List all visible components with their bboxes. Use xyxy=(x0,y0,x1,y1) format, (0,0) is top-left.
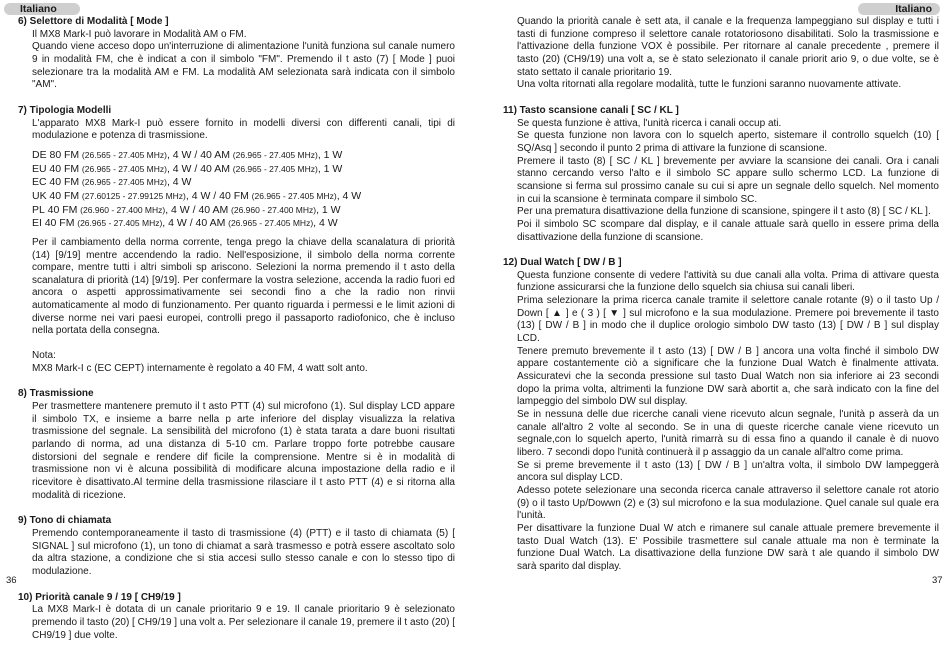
paragraph: Per disattivare la funzione Dual W atch e rimanere sul canale attuale premere brevemente il tasto Dual Watch (13). E' Possibile trasmettere sul canale attuale ma non è terminate la funzione Dual Watch. La disattivazione della funzione DW sarà t ale quando il simbolo DW sarà sparito dal display. xyxy=(517,522,939,572)
note-label: Nota: xyxy=(32,350,56,362)
paragraph: Premendo contemporaneamente il tasto di trasmissione (4) (PTT) e il tasto di chiamata (5) [ SIGNAL ] sul microfono (1), un tono di chiamat a sarà trasmesso e potrà essere ascoltato solo da altra stazione, a condizione che si stia accesi sullo stesso canale e con lo stesso tipo di modulazione. xyxy=(32,527,455,577)
paragraph: Quando viene acceso dopo un'interruzione di alimentazione l'unità funziona sul canale numero 9 in modalità FM, che è indicat a con il simbolo "FM". Premendo il t asto (7) [ Mode ] puoi selezionare tra la modalità AM e FM. La modalità AM selezionata sarà indicata con il simbolo "AM". xyxy=(32,41,455,91)
model-mode: 40 FM xyxy=(49,176,80,189)
section-body xyxy=(18,604,455,642)
page-number-right: 37 xyxy=(932,575,943,586)
left-column xyxy=(18,16,455,655)
paragraph: Per una prematura disattivazione della funzione di scansione, spingere il t asto (8) [ SC / KL ]. xyxy=(517,206,931,218)
section xyxy=(18,515,455,578)
section xyxy=(18,388,455,502)
paragraph: Una volta ritornati alla regolare modalità, tutte le funzioni saranno nuovamente attivate. xyxy=(517,79,902,91)
paragraph: Adesso potete selezionare una seconda ricerca canale attraverso il selettore canale rot atorio (9) o il tasto Up/Dowwn (2) e (3) sul microfono e la sua modulazione. Quel canale sul quale era l'unità. xyxy=(517,484,939,522)
section-body xyxy=(18,118,455,376)
model-spec: , 4 W / 40 AM xyxy=(165,203,229,216)
model-frequency: (27.60125 - 27.99125 MHz) xyxy=(81,190,186,201)
paragraph: Per trasmettere mantenere premuto il t asto PTT (4) sul microfono (1). Sul display LCD appare il simbolo TX, e insieme a barre nella p arte inferiore del display visualizza la relativa trasmissione del segnale. La sensibilità del microfono (1) è stata tarata a dare buoni risultati parlando di norma, ad una distanza di 5-10 cm. Parlare troppo forte potrebbe causare distorsioni del segnale e rendere dif ficile la comprensione. Mentre si è in modalità di trasmissione non vi è alcuna possibilità di modificare alcuna impostazione della radio e il ricevitore è disattivato.Al termine della trasmissione rilasciare il t asto PTT (4) e si ritorna alla modalità di ricezione. xyxy=(32,401,455,501)
model-spec: , 4 W / 40 AM xyxy=(166,162,230,175)
section-body xyxy=(503,270,939,574)
section-body xyxy=(18,29,455,92)
intro-body xyxy=(503,16,939,92)
model-code: DE 80 xyxy=(32,148,62,161)
left-page xyxy=(0,0,475,641)
model-row xyxy=(32,204,455,218)
model-spec: , 4 W / 40 AM xyxy=(166,148,230,161)
model-mode: 40 FM xyxy=(44,217,75,230)
model-spec: , 4 W xyxy=(336,189,362,202)
paragraph: Per il cambiamento della norma corrente, tenga prego la chiave della scanalatura di priorità (14) [9/19] mentre accendendo la radio. Nell'esposizione, il simbolo della norma corrente compare, mentre tutti i altri simboli sp ariscono. Selezioni la norma premendo il t asto della scanalatura di priorità (14) [9/19]. Per confermare la vostra selezione, accenda la radio fuori ed ancora o aspetti approssimativamente sei secondi fino a che la radio non rinvii automaticamente al modo di funzionamento. Per quanto riguarda i permessi e le limit azioni di diverse norme nei vari paesi europei, controlli prego il passaporto radiofonico, che è incluso nella portata della consegna. xyxy=(32,236,455,337)
paragraph: Se si preme brevemente il t asto (13) [ DW / B ] un'altra volta, il simbolo DW lampeggerà ancora sul display LCD. xyxy=(517,459,939,484)
model-frequency: (26.565 - 27.405 MHz) xyxy=(81,149,167,160)
model-code: UK xyxy=(32,189,47,202)
language-tab-right: Italiano xyxy=(858,3,940,15)
model-frequency: (26.965 - 27.405 MHz) xyxy=(81,163,167,174)
model-spec: , 1 W xyxy=(316,203,341,216)
model-row xyxy=(32,217,455,231)
right-column xyxy=(503,16,939,587)
paragraph: Se questa funzione non lavora con lo squelch aperto, sistemare il controllo squelch (10) [ SQ/Asq ] secondo il punto 2 prima di attivare la funzione di scansione. xyxy=(517,130,939,154)
model-frequency: (26.960 - 27.400 MHz) xyxy=(231,204,317,215)
model-spec: , 1 W xyxy=(317,162,343,175)
section-title: 11) Tasto scansione canali [ SC / KL ] xyxy=(503,104,679,116)
paragraph: Poi il simbolo SC scompare dal display, e il canale attuale sarà quello in essere prima della disattivazione della funzione di scansione. xyxy=(517,218,939,243)
model-frequency: (26.965 - 27.405 MHz) xyxy=(232,163,318,174)
section xyxy=(503,105,939,244)
model-frequency: (26.965 - 27.405 MHz) xyxy=(77,218,163,229)
model-spec: , 4 W xyxy=(313,217,338,230)
model-mode: 40 FM xyxy=(47,203,78,216)
model-spec: , 4 W / 40 AM xyxy=(162,217,226,230)
note-text: MX8 Mark-I c (EC CEPT) internamente è regolato a 40 FM, 4 watt solt anto. xyxy=(32,362,368,374)
paragraph: Premere il tasto (8) [ SC / KL ] brevemente per avviare la scansione dei canali. Ora i canali stanno cercando verso l'alto e il simbolo SC appare sullo schermo LCD. La funzione di scansione si ferma sul prossimo canale su cui si apre un segnale dello squelch. Nel momento in cui la scansione è terminata compare il simbolo SC. xyxy=(517,155,939,205)
section-body xyxy=(503,118,939,245)
model-mode: FM xyxy=(63,148,80,161)
language-tab-left: Italiano xyxy=(4,3,80,15)
paragraph: Quando la priorità canale è sett ata, il canale e la frequenza lampeggiano sul display e tutti i tasti di funzione compreso il selettore canale rotatoriosono disabilitati. Solo la trasmissione e l'attivazione della funzione VOX è possibile. Per ritornare al canale precedente , premere il tasto (20) (CH9/19) una volt a, se è stato selezionato il canale priorit ario 9, o due volte, se è stato settato il canale prioritario 19. xyxy=(517,16,939,78)
model-spec: , 4 W / 40 FM xyxy=(185,189,249,202)
paragraph: La MX8 Mark-I è dotata di un canale prioritario 9 e 19. Il canale prioritario 9 è selezionato premendo il tasto (20) [ CH9/19 ] una volt a. Per selezionare il canale 19, premere il t asto (20) [ CH9/19 ] due volte. xyxy=(32,604,455,641)
page-number-left: 36 xyxy=(6,575,17,586)
section xyxy=(503,257,939,573)
right-page xyxy=(475,0,950,594)
section-title: 8) Trasmissione xyxy=(18,388,94,400)
model-row xyxy=(32,163,455,177)
model-frequency: (26.960 - 27.400 MHz) xyxy=(80,204,166,215)
model-row xyxy=(32,149,455,163)
model-frequency: (26.965 - 27.405 MHz) xyxy=(251,190,337,201)
model-mode: 40 FM xyxy=(49,162,80,175)
model-code: PL xyxy=(32,203,45,216)
section xyxy=(18,592,455,643)
paragraph: Questa funzione consente di vedere l'attività su due canali alla volta. Prima di attivare questa funzione assicurarsi che la funzione dello squelch sia chiusa sui canali liberi. xyxy=(517,269,939,294)
section-title: 12) Dual Watch [ DW / B ] xyxy=(503,257,622,269)
section-title: 10) Priorità canale 9 / 19 [ CH9/19 ] xyxy=(18,591,181,603)
section-title: 9) Tono di chiamata xyxy=(18,515,112,527)
section xyxy=(18,16,455,92)
section xyxy=(18,105,455,375)
paragraph: Il MX8 Mark-I può lavorare in Modalità AM o FM. xyxy=(32,28,247,40)
model-row xyxy=(32,176,455,190)
model-spec: , 4 W xyxy=(166,176,192,189)
paragraph: Tenere premuto brevemente il t asto (13) [ DW / B ] ancora una volta finché il simbolo DW appare costantemente ciò a significare che la funzione Dual Watch è finalmente attivata. Assicuratevi che la seconda pressione sul tasto Dual Watch non sia inferiore ai 23 secondi dopo la prima volta, altrimenti la funzione DW sarà abortit a, che sarà indicato con la fine del lampeggio del simbolo DW sul display. xyxy=(517,345,939,408)
model-code: EI xyxy=(32,217,42,230)
paragraph: Prima selezionare la prima ricerca canale tramite il selettore canale rotante (9) o il tasto Up / Down [ ▲ ] e ( 3 ) [ ▼ ] sul microfono e la sua modulazione. Premere poi brevemente il tasto (13) [ DW / B ] in modo che il duplice orologio simbolo DW tasto (13) [ DW / B ] sul display LCD. xyxy=(517,295,939,345)
section-title: 7) Tipologia Modelli xyxy=(18,104,112,116)
model-frequency: (26.965 - 27.405 MHz) xyxy=(81,177,167,188)
model-code: EC xyxy=(32,176,47,189)
paragraph: L'apparato MX8 Mark-I può essere fornito in modelli diversi con differenti canali, tipi di modulazione e potenza di trasmissione. xyxy=(32,117,455,142)
model-mode: 40 FM xyxy=(49,189,80,202)
intro-block xyxy=(503,16,939,92)
paragraph: Se in nessuna delle due ricerche canali viene ricevuto alcun segnale, l'unità p asserà da un canale all'altro 2 volte al secondo. Se in una di queste ricerche canale viene ricevuto un segnale,con lo squelch aperto, l'unità rimarrà su di essa fino a quando il canale è di nuovo libero. 7 secondi dopo l'unità continuerà il p assaggio da un canale all'altro come prima. xyxy=(517,409,939,458)
paragraph: Se questa funzione è attiva, l'unità ricerca i canali occup ati. xyxy=(517,117,782,129)
model-spec: , 1 W xyxy=(317,148,343,161)
model-frequency: (26.965 - 27.405 MHz) xyxy=(232,149,318,160)
model-frequency: (26.965 - 27.405 MHz) xyxy=(228,218,314,229)
section-title: 6) Selettore di Modalità [ Mode ] xyxy=(18,16,169,27)
section-body xyxy=(18,401,455,502)
model-row xyxy=(32,190,455,204)
model-code: EU xyxy=(32,162,47,175)
section-body xyxy=(18,528,455,579)
